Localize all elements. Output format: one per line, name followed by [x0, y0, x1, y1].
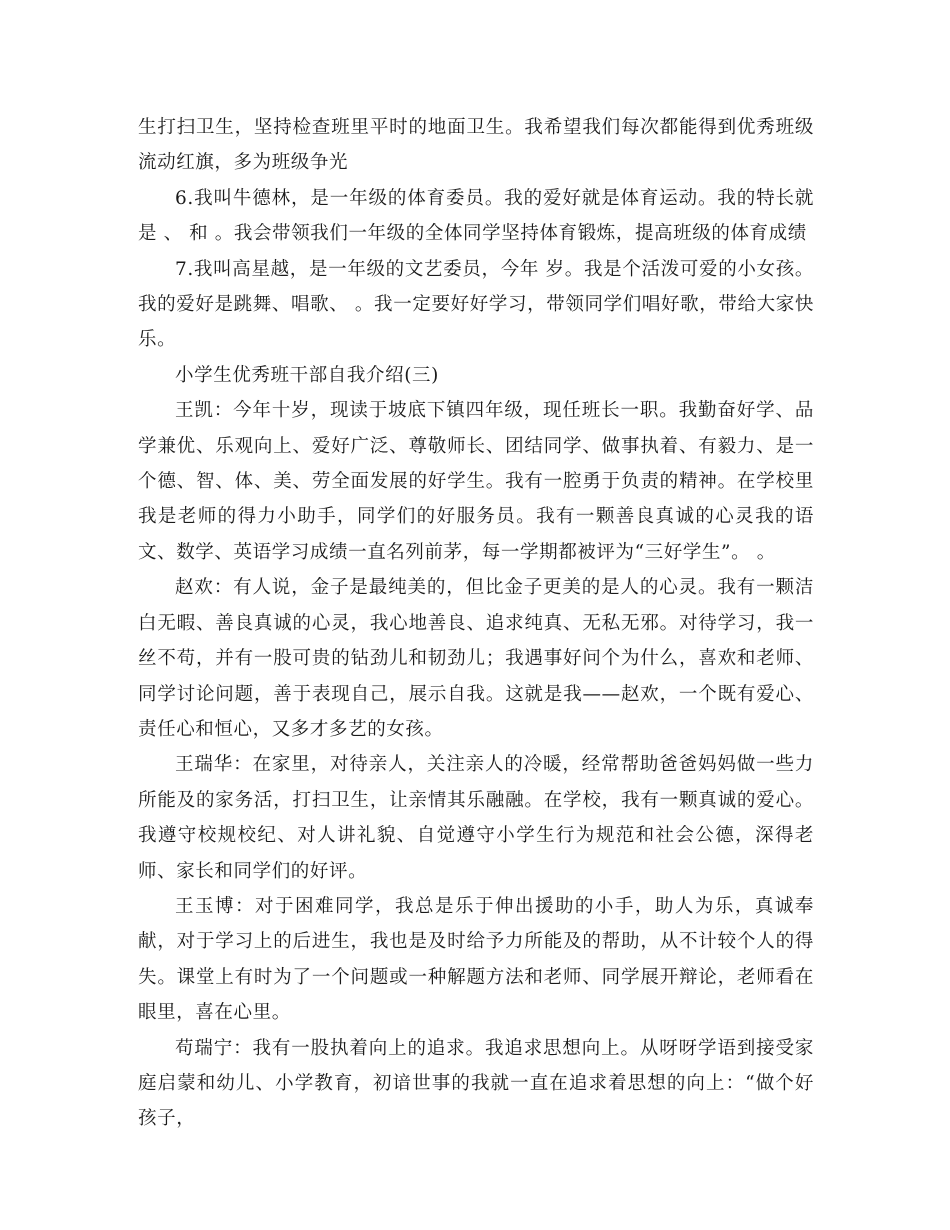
paragraph-continuation: 生打扫卫生，坚持检查班里平时的地面卫生。我希望我们每次都能得到优秀班级流动红旗，多为班级争光	[138, 117, 814, 174]
paragraph-gou-ruining: 苟瑞宁：我有一股执着向上的追求。我追求思想向上。从呀呀学语到接受家庭启蒙和幼儿、小学教育，初谙世事的我就一直在追求着思想的向上：“做个好孩子，	[138, 1037, 814, 1130]
paragraph-wang-kai: 王凯：今年十岁，现读于坡底下镇四年级，现任班长一职。我勤奋好学、品学兼优、乐观向上、爱好广泛、尊敬师长、团结同学、做事执着、有毅力、是一个德、智、体、美、劳全面发展的好学生。我有一腔勇于负责的精神。在学校里我是老师的得力小助手，同学们的好服务员。我有一颗善良真诚的心灵我的语文、数学、英语学习成绩一直名列前茅，每一学期都被评为“三好学生”。 。	[138, 400, 814, 563]
body-text	[138, 110, 814, 1137]
paragraph-item-6: 6.我叫牛德林，是一年级的体育委员。我的爱好就是体育运动。我的特长就是 、 和 。我会带领我们一年级的全体同学坚持体育锻炼，提高班级的体育成绩	[138, 187, 814, 245]
paragraph-wang-ruihua: 王瑞华：在家里，对待亲人，关注亲人的冷暖，经常帮助爸爸妈妈做一些力所能及的家务活，打扫卫生，让亲情其乐融融。在学校，我有一颗真诚的爱心。我遵守校规校纪、对人讲礼貌、自觉遵守小学生行为规范和社会公德，深得老师、家长和同学们的好评。	[138, 754, 814, 882]
paragraph-wang-yubo: 王玉博：对于困难同学，我总是乐于伸出援助的小手，助人为乐，真诚奉献，对于学习上的后进生，我也是及时给予力所能及的帮助，从不计较个人的得失。课堂上有时为了一个问题或一种解题方法和老师、同学展开辩论，老师看在眼里，喜在心里。	[138, 895, 814, 1024]
paragraph-item-7: 7.我叫高星越，是一年级的文艺委员，今年 岁。我是个活泼可爱的小女孩。我的爱好是跳舞、唱歌、 。我一定要好好学习，带领同学们唱好歌，带给大家快乐。	[138, 258, 814, 351]
paragraph-zhao-huan: 赵欢：有人说，金子是最纯美的，但比金子更美的是人的心灵。我有一颗洁白无暇、善良真诚的心灵，我心地善良、追求纯真、无私无邪。对待学习，我一丝不苟，并有一股可贵的钻劲儿和韧劲儿；我遇事好问个为什么，喜欢和老师、同学讨论问题，善于表现自己，展示自我。这就是我——赵欢，一个既有爱心、责任心和恒心，又多才多艺的女孩。	[138, 577, 814, 740]
section-heading: 小学生优秀班干部自我介绍(三)	[175, 364, 439, 386]
